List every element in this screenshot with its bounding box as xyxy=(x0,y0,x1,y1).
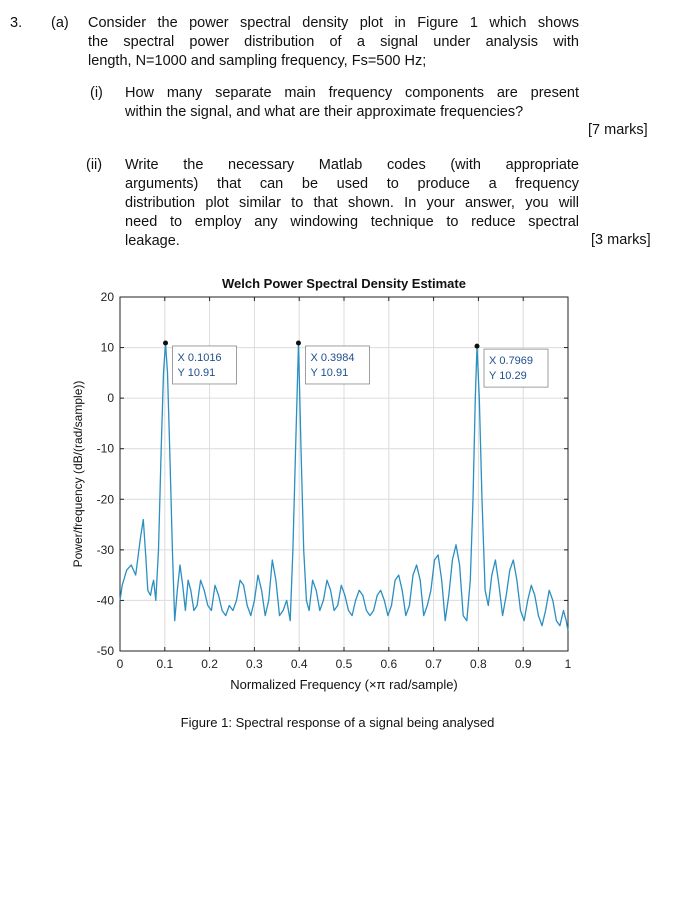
datatip-x-value: X 0.1016 xyxy=(177,351,222,364)
y-tick-label: 0 xyxy=(107,391,114,406)
subquestion-line: need to employ any windowing technique to reduce spectral xyxy=(125,214,579,230)
datatip-marker xyxy=(163,340,168,345)
intro-line: the spectral power distribution of a signal under analysis with xyxy=(88,34,579,50)
x-tick-label: 0.5 xyxy=(335,657,353,671)
psd-chart xyxy=(0,270,675,710)
y-tick-label: -10 xyxy=(96,441,114,456)
subquestion-line: How many separate main frequency components are present xyxy=(125,85,579,101)
x-tick-label: 0.6 xyxy=(380,657,398,671)
subquestion-i-label: (i) xyxy=(90,85,103,101)
x-tick-label: 0.4 xyxy=(290,657,308,671)
subquestion-line: arguments) that can be used to produce a frequency xyxy=(125,176,579,192)
question-number: 3. xyxy=(10,15,23,31)
y-axis-label: Power/frequency (dB/(rad/sample)) xyxy=(71,380,85,568)
x-axis-label: Normalized Frequency (×π rad/sample) xyxy=(230,677,458,692)
y-tick-label: -50 xyxy=(96,644,114,658)
subquestion-i-marks: [7 marks] xyxy=(588,122,648,138)
intro-line: Consider the power spectral density plot in Figure 1 which shows xyxy=(88,15,579,31)
datatip-marker xyxy=(296,340,301,345)
datatip-y-value: Y 10.91 xyxy=(177,366,216,379)
x-tick-label: 1 xyxy=(564,657,572,671)
subquestion-line: within the signal, and what are their approximate frequencies? xyxy=(125,104,524,120)
y-tick-label: 20 xyxy=(100,290,114,304)
datatip-y-value: Y 10.91 xyxy=(310,366,349,379)
datatip-marker xyxy=(475,344,480,349)
x-tick-label: 0.1 xyxy=(156,657,174,671)
datatip-x-value: X 0.7969 xyxy=(489,355,534,368)
y-tick-label: -20 xyxy=(96,492,114,507)
x-tick-label: 0 xyxy=(116,657,124,671)
datatip-y-value: Y 10.29 xyxy=(489,370,527,383)
question-part-label: (a) xyxy=(51,15,69,31)
subquestion-ii-marks: [3 marks] xyxy=(591,232,651,248)
x-tick-label: 0.3 xyxy=(246,657,263,671)
y-tick-label: -40 xyxy=(96,593,114,608)
y-tick-label: -30 xyxy=(96,542,114,557)
intro-line: length, N=1000 and sampling frequency, Fs=500 Hz; xyxy=(88,53,427,69)
x-tick-label: 0.9 xyxy=(514,657,532,671)
x-tick-label: 0.8 xyxy=(470,657,487,671)
figure-caption: Figure 1: Spectral response of a signal being analysed xyxy=(180,715,495,730)
subquestion-line: leakage. xyxy=(125,233,180,249)
subquestion-line: distribution plot similar to that shown. In your answer, you will xyxy=(125,195,579,211)
x-tick-label: 0.2 xyxy=(201,657,218,671)
y-tick-label: 10 xyxy=(100,340,114,355)
subquestion-line: Write the necessary Matlab codes (with appropriate xyxy=(125,157,579,173)
x-tick-label: 0.7 xyxy=(425,657,442,671)
chart-title: Welch Power Spectral Density Estimate xyxy=(222,276,466,291)
datatip-x-value: X 0.3984 xyxy=(310,351,355,364)
subquestion-ii-label: (ii) xyxy=(86,157,103,173)
